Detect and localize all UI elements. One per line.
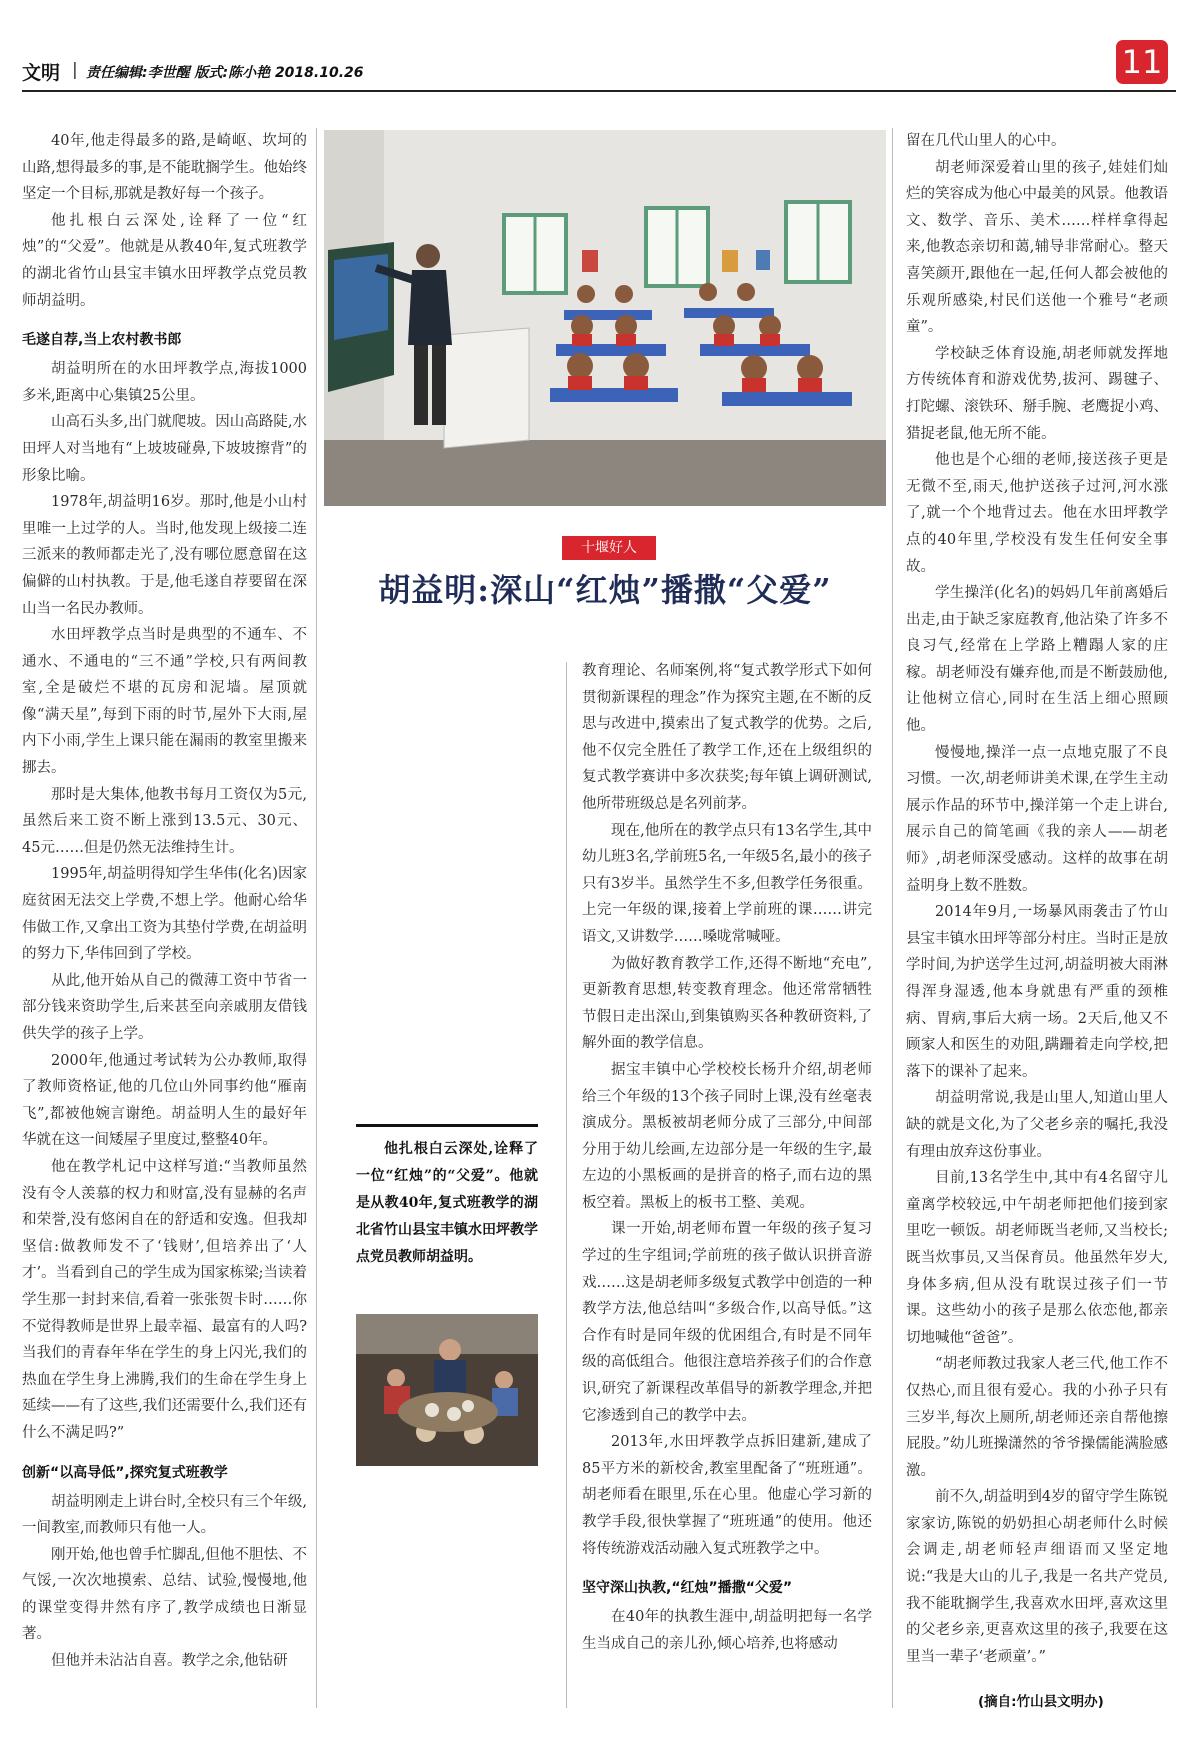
paragraph: 胡老师深爱着山里的孩子,娃娃们灿烂的笑容成为他心中最美的风景。他教语文、数学、音乐、美术……样样拿得起来,他教态亲切和蔼,辅导非常耐心。整天喜笑颜开,跟他在一起,任何人都会被他的乐观所感染,村民们送他一个雅号“老顽童”。 — [906, 159, 1168, 336]
section-name: 文明 — [22, 62, 61, 84]
paragraph: 他在教学札记中这样写道:“当教师虽然没有令人羡慕的权力和财富,没有显赫的名声和荣誉,没有悠闲自在的舒适和安逸。但我却坚信:做教师发不了‘钱财’,但培养出了‘人才’。当看到自己的学生成为国家栋梁;当读着学生那一封封来信,看着一张张贺卡时……你不觉得教师是世界上最幸福、最富有的人吗?当我们的青春年华在学生的身上闪光,我们的热血在学生身上沸腾,我们的生命在学生身上延续——有了这些,我们还需要什么,我们还有什么不满足吗?” — [22, 1158, 307, 1441]
paragraph: 目前,13名学生中,其中有4名留守儿童离学校较远,中午胡老师把他们接到家里吃一顿饭。胡老师既当老师,又当校长;既当炊事员,又当保育员。他虽然年岁大,身体多病,但从没有耽误过孩子们一节课。这些幼小的孩子是那么依恋他,都亲切地喊他“爸爸”。 — [906, 1170, 1168, 1346]
paragraph: 胡益明刚走上讲台时,全校只有三个年级,一间教室,而教师只有他一人。 — [22, 1493, 307, 1537]
paragraph: 教育理论、名师案例,将“复式教学形式下如何贯彻新课程的理念”作为探究主题,在不断的反思与改进中,摸索出了复式教学的优势。之后,他不仅完全胜任了教学工作,还在上级组织的复式教学赛讲中多次获奖;每年镇上调研测试,他所带班级总是名列前茅。 — [582, 663, 872, 812]
paragraph: 他扎根白云深处,诠释了一位“红烛”的“父爱”。他就是从教40年,复式班教学的湖北省竹山县宝丰镇水田坪教学点党员教师胡益明。 — [22, 212, 307, 309]
header-separator: | — [72, 60, 78, 80]
source-credit: (摘自:竹山县文明办) — [978, 1694, 1104, 1710]
dinner-illustration — [356, 1314, 538, 1466]
paragraph: 学校缺乏体育设施,胡老师就发挥地方传统体育和游戏优势,拔河、踢毽子、打陀螺、滚铁环、掰手腕、老鹰捉小鸡、猎捉老鼠,他无所不能。 — [906, 345, 1168, 442]
classroom-photo — [324, 130, 886, 506]
column-divider — [316, 128, 317, 1708]
editor-info: 责任编辑:李世醒 版式:陈小艳 2018.10.26 — [86, 65, 364, 81]
pull-quote-rule — [356, 1124, 538, 1127]
paragraph: 他也是个心细的老师,接送孩子更是无微不至,雨天,他护送孩子过河,河水涨了,就一个个地背过去。他在水田坪教学点的40年里,学校没有发生任何安全事故。 — [906, 452, 1168, 575]
header-rule — [22, 90, 1176, 92]
paragraph: 刚开始,他也曾手忙脚乱,但他不胆怯、不气馁,一次次地摸索、总结、试验,慢慢地,他的课堂变得井然有序了,教学成绩也日渐显著。 — [22, 1546, 307, 1643]
paragraph: 前不久,胡益明到4岁的留守学生陈锐家家访,陈锐的奶奶担心胡老师什么时候会调走,胡老师轻声细语而又坚定地说:“我是大山的儿子,我是一名共产党员,我不能耽搁学生,我喜欢水田坪,喜欢这里的父老乡亲,更喜欢这里的孩子,我要在这里当一辈子‘老顽童’。” — [906, 1489, 1168, 1665]
paragraph: 在40年的执教生涯中,胡益明把每一名学生当成自己的亲儿孙,倾心培养,也将感动 — [582, 1609, 872, 1652]
paragraph: 山高石头多,出门就爬坡。因山高路陡,水田坪人对当地有“上坡坡碰鼻,下坡坡擦背”的形象比喻。 — [22, 414, 307, 484]
paragraph: 慢慢地,操洋一点一点地克服了不良习惯。一次,胡老师讲美术课,在学生主动展示作品的环节中,操洋第一个走上讲台,展示自己的简笔画《我的亲人——胡老师》,胡老师深受感动。这样的故事在胡益明身上数不胜数。 — [906, 744, 1168, 894]
paragraph: 那时是大集体,他教书每月工资仅为5元,虽然后来工资不断上涨到13.5元、30元、45元……但是仍然无法维持生计。 — [22, 786, 307, 856]
pull-quote: 他扎根白云深处,诠释了一位“红烛”的“父爱”。他就是从教40年,复式班教学的湖北省竹山县宝丰镇水田坪教学点党员教师胡益明。 — [356, 1141, 538, 1265]
paragraph: 2000年,他通过考试转为公办教师,取得了教师资格证,他的几位山外同事约他“雁南飞”,都被他婉言谢绝。胡益明人生的最好年华就在这一间矮屋子里度过,整整40年。 — [22, 1052, 307, 1149]
paragraph: 水田坪教学点当时是典型的不通车、不通水、不通电的“三不通”学校,只有两间教室,全是破烂不堪的瓦房和泥墙。屋顶就像“满天星”,每到下雨的时节,屋外下大雨,屋内下小雨,学生上课只能在漏雨的教室里搬来挪去。 — [22, 627, 307, 777]
section-heading: 坚守深山执教,“红烛”播撒“父爱” — [582, 1580, 793, 1597]
paragraph: 现在,他所在的教学点只有13名学生,其中幼儿班3名,学前班5名,一年级5名,最小的孩子只有3岁半。虽然学生不多,但教学任务很重。上完一年级的课,接着上学前班的课……讲完语文,又讲数学……嗓咙常喊哑。 — [582, 822, 872, 945]
paragraph: 但他并未沾沾自喜。教学之余,他钻研 — [51, 1653, 288, 1670]
paragraph: 40年,他走得最多的路,是崎岖、坎坷的山路,想得最多的事,是不能耽搁学生。他始终坚定一个目标,那就是教好每一个孩子。 — [22, 133, 307, 203]
dinner-photo — [356, 1314, 538, 1466]
article-column-3 — [582, 658, 872, 1708]
paragraph: 为做好教育教学工作,还得不断地“充电”,更新教育思想,转变教育理念。他还常常牺牲节假日走出深山,到集镇购买各种教研资料,了解外面的教学信息。 — [582, 955, 872, 1052]
paragraph: 胡益明所在的水田坪教学点,海拔1000多米,距离中心集镇25公里。 — [22, 361, 307, 404]
paragraph: 课一开始,胡老师布置一年级的孩子复习学过的生字组词;学前班的孩子做认识拼音游戏……这是胡老师多级复式教学中创造的一种教学方法,他总结叫“多级合作,以高导低。”这合作有时是同年级的优困组合,有时是不同年级的高低组合。他很注意培养孩子们的合作意识,研究了新课程改革倡导的新教学理念,并把它渗透到自己的教学中去。 — [582, 1221, 872, 1424]
article-headline: 胡益明:深山“红烛”播撒“父爱” — [378, 571, 832, 609]
paragraph: 1995年,胡益明得知学生华伟(化名)因家庭贫困无法交上学费,不想上学。他耐心给华伟做工作,又拿出工资为其垫付学费,在胡益明的努力下,华伟回到了学校。 — [22, 866, 307, 963]
section-heading: 创新“以高导低”,探究复式班教学 — [22, 1464, 228, 1481]
page-header — [22, 40, 1182, 90]
paragraph: “胡老师教过我家人老三代,他工作不仅热心,而且很有爱心。我的小孙子只有三岁半,每次上厕所,胡老师还亲自帮他擦屁股。”幼儿班操潇然的爷爷操儒能满脸感激。 — [906, 1356, 1168, 1479]
article-column-4 — [906, 128, 1168, 1672]
paragraph: 从此,他开始从自己的微薄工资中节省一部分钱来资助学生,后来甚至向亲戚朋友借钱供失学的孩子上学。 — [22, 972, 307, 1042]
paragraph: 胡益明常说,我是山里人,知道山里人缺的就是文化,为了父老乡亲的嘱托,我没有理由放弃这份事业。 — [906, 1090, 1168, 1160]
column-tag: 十堰好人 — [562, 536, 656, 560]
paragraph: 留在几代山里人的心中。 — [906, 133, 1066, 149]
paragraph: 1978年,胡益明16岁。那时,他是小山村里唯一上过学的人。当时,他发现上级接二连三派来的教师都走光了,没有哪位愿意留在这偏僻的山村执教。于是,他毛遂自荐要留在深山当一名民办教师。 — [22, 494, 307, 617]
paragraph: 学生操洋(化名)的妈妈几年前离婚后出走,由于缺乏家庭教育,他沾染了许多不良习气,经常在上学路上糟蹋人家的庄稼。胡老师没有嫌弃他,而是不断鼓励他,让他树立信心,同时在生活上细心照顾他。 — [906, 585, 1168, 735]
column-divider — [892, 128, 893, 1708]
article-column-1 — [22, 128, 307, 1708]
column-divider — [566, 662, 567, 1708]
paragraph: 2014年9月,一场暴风雨袭击了竹山县宝丰镇水田坪等部分村庄。当时正是放学时间,为护送学生过河,胡益明被大雨淋得浑身湿透,他本身就患有严重的颈椎病、胃病,事后大病一场。2天后,他又不顾家人和医生的劝阻,蹒跚着走向学校,把落下的课补了起来。 — [906, 904, 1168, 1080]
classroom-illustration — [324, 130, 886, 506]
paragraph: 2013年,水田坪教学点拆旧建新,建成了85平方米的新校舍,教室里配备了“班班通”。胡老师看在眼里,乐在心里。他虚心学习新的教学手段,很快掌握了“班班通”的使用。他还将传统游戏活动融入复式班教学之中。 — [582, 1434, 872, 1557]
section-heading: 毛遂自荐,当上农村教书郎 — [22, 332, 182, 349]
paragraph: 据宝丰镇中心学校校长杨升介绍,胡老师给三个年级的13个孩子同时上课,没有丝毫表演成分。黑板被胡老师分成了三部分,中间部分用于幼儿绘画,左边部分是一年级的生字,最左边的小黑板画的是拼音的格子,而右边的黑板空着。黑板上的板书工整、美观。 — [582, 1061, 872, 1211]
page-number-badge: 11 — [1116, 40, 1168, 84]
